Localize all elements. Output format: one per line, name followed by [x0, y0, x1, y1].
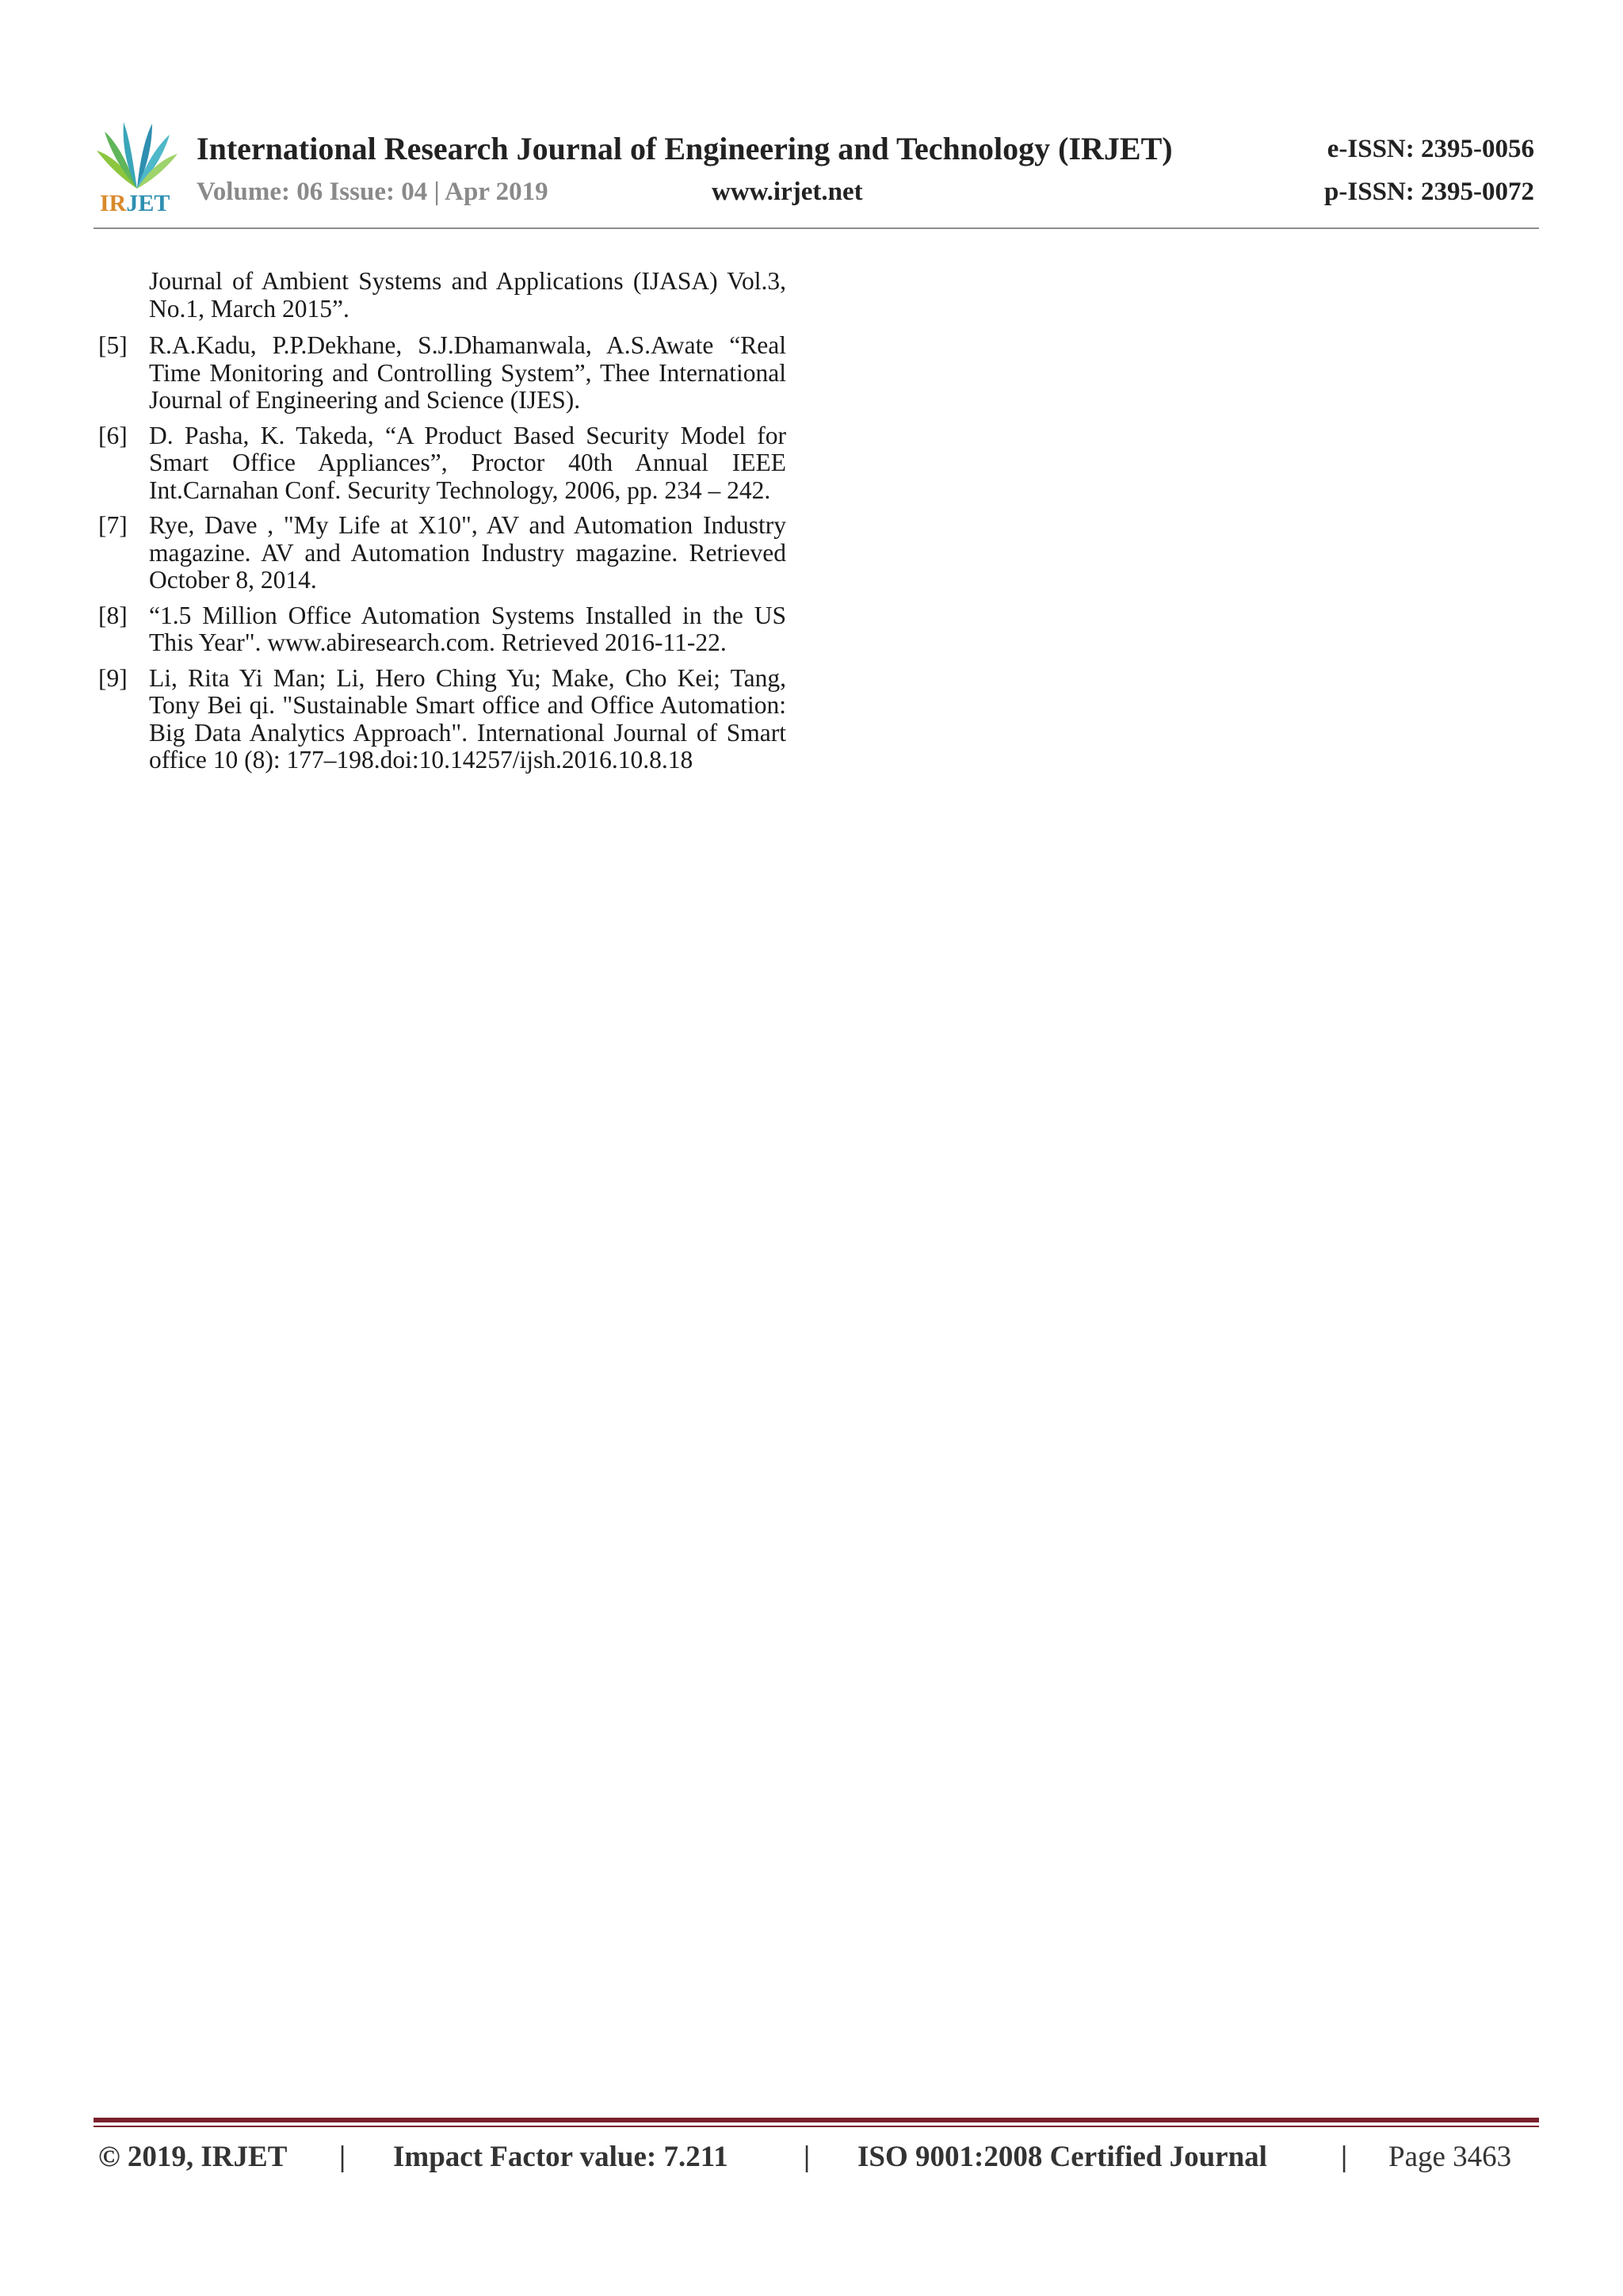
footer-impact-factor: Impact Factor value: 7.211 — [393, 2141, 728, 2173]
logo-wordmark — [100, 190, 170, 217]
references-list — [98, 268, 786, 782]
reference-text: “1.5 Million Office Automation Systems Installed in the US This Year". www.abiresearch.com. Retrieved 2016-11-22. — [149, 601, 786, 656]
footer-divider-thick — [94, 2118, 1539, 2122]
reference-text: D. Pasha, K. Takeda, “A Product Based Security Model for Smart Office Appliances”, Proctor 40th Annual IEEE Int.Carnahan Conf. Security Technology, 2006, pp. 234 – 242. — [149, 421, 786, 504]
reference-number: [6] — [98, 421, 128, 449]
reference-item — [98, 665, 786, 774]
p-issn: p-ISSN: 2395-0072 — [1324, 178, 1534, 206]
reference-number: [9] — [98, 663, 128, 692]
footer-divider-thin — [94, 2126, 1539, 2127]
page-header — [94, 111, 1541, 230]
page-footer — [98, 2140, 1525, 2179]
volume-issue: Volume: 06 Issue: 04 | Apr 2019 — [197, 178, 548, 206]
footer-separator: | — [804, 2141, 811, 2173]
leaf-fan-icon — [94, 119, 181, 190]
e-issn: e-ISSN: 2395-0056 — [1327, 135, 1534, 163]
logo-text-ir: IR — [100, 190, 127, 216]
journal-website: www.irjet.net — [712, 178, 863, 206]
reference-number: [5] — [98, 331, 128, 359]
reference-number: [8] — [98, 601, 128, 629]
reference-item — [98, 422, 786, 505]
journal-title: International Research Journal of Engineering and Technology (IRJET) — [197, 131, 1173, 166]
footer-copyright: © 2019, IRJET — [98, 2141, 288, 2173]
irjet-logo — [94, 119, 181, 222]
header-divider — [94, 227, 1539, 229]
reference-text: Li, Rita Yi Man; Li, Hero Ching Yu; Make, Cho Kei; Tang, Tony Bei qi. "Sustainable Smart office and Office Automation: Big Data Analytics Approach". International Journal of Smart office 10 (8): 177–198.doi:10.14257/ijsh.2016.10.8.18 — [149, 663, 786, 774]
reference-text: Journal of Ambient Systems and Applications (IJASA) Vol.3, No.1, March 2015”. — [149, 267, 786, 323]
reference-item — [98, 512, 786, 594]
reference-continuation — [98, 268, 786, 323]
logo-text-jet: JET — [126, 190, 170, 216]
reference-item — [98, 332, 786, 415]
footer-separator: | — [339, 2141, 346, 2173]
reference-text: R.A.Kadu, P.P.Dekhane, S.J.Dhamanwala, A.S.Awate “Real Time Monitoring and Controlling System”, Thee International Journal of Engineering and Science (IJES). — [149, 331, 786, 414]
page-number: Page 3463 — [1388, 2141, 1512, 2173]
reference-number: [7] — [98, 511, 128, 539]
footer-separator: | — [1341, 2141, 1348, 2173]
footer-iso-certification: ISO 9001:2008 Certified Journal — [857, 2141, 1267, 2173]
reference-text: Rye, Dave , "My Life at X10", AV and Automation Industry magazine. AV and Automation Industry magazine. Retrieved October 8, 2014. — [149, 511, 786, 594]
reference-item — [98, 602, 786, 657]
